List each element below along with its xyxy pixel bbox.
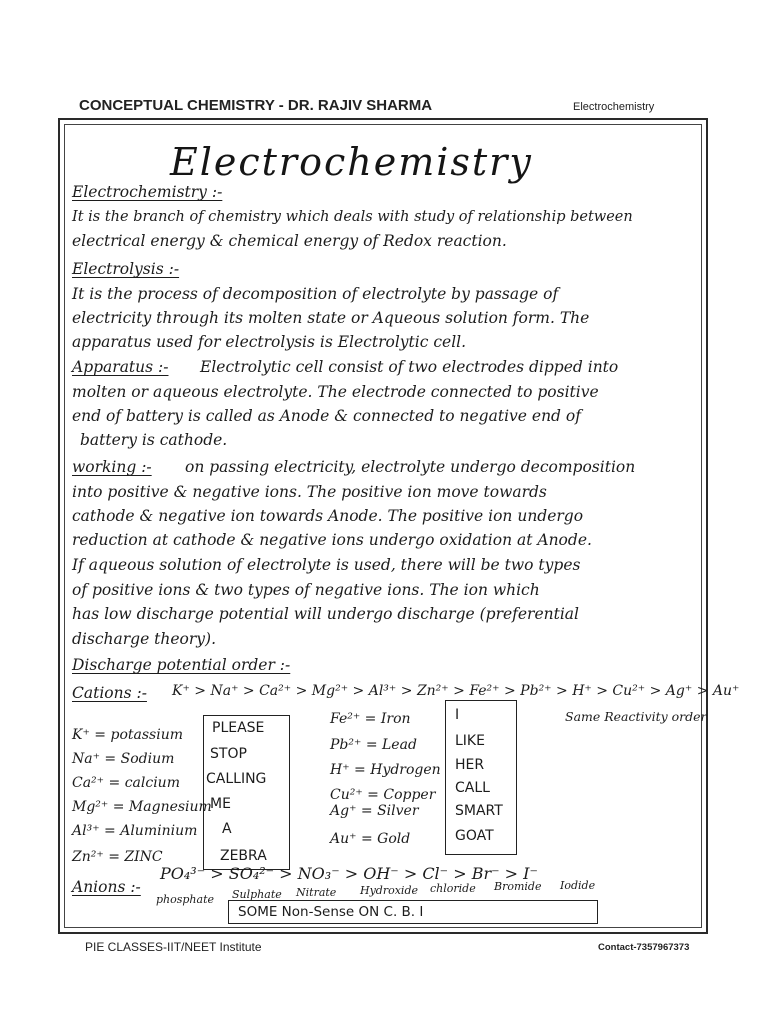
text-line: electrical energy & chemical energy of Redox reaction. <box>72 232 507 250</box>
text-line: battery is cathode. <box>80 431 228 449</box>
mnemonic-word: CALLING <box>206 771 267 787</box>
mnemonic-word: I <box>455 707 460 723</box>
heading-electrochemistry: Electrochemistry :- <box>72 183 223 201</box>
text-line: discharge theory). <box>72 630 217 648</box>
text-line: molten or aqueous electrolyte. The electrode connected to positive <box>72 383 599 401</box>
reactivity-note: Same Reactivity order <box>565 709 707 724</box>
cation-name: Zn²⁺ = ZINC <box>72 849 163 865</box>
cation-name: Ag⁺ = Silver <box>330 803 419 819</box>
anions-order: PO₄³⁻ > SO₄²⁻ > NO₃⁻ > OH⁻ > Cl⁻ > Br⁻ > I⁻ <box>160 864 538 883</box>
heading-working: working :- <box>72 458 152 476</box>
text-line: electricity through its molten state or Aqueous solution form. The <box>72 309 590 327</box>
mnemonic-word: LIKE <box>455 733 485 749</box>
text-line: apparatus used for electrolysis is Electrolytic cell. <box>72 333 467 351</box>
cation-name: Pb²⁺ = Lead <box>330 737 417 753</box>
mnemonic-box-left <box>203 715 290 870</box>
text-line: cathode & negative ion towards Anode. The positive ion undergo <box>72 507 584 525</box>
anion-mnemonic: SOME Non-Sense ON C. B. I <box>238 904 424 920</box>
heading-electrolysis: Electrolysis :- <box>72 260 180 278</box>
text-line: of positive ions & two types of negative ions. The ion which <box>72 581 540 599</box>
mnemonic-word: A <box>222 821 232 837</box>
cation-name: Mg²⁺ = Magnesium <box>72 799 212 815</box>
text-line: Electrolytic cell consist of two electrodes dipped into <box>200 358 619 376</box>
cation-name: Cu²⁺ = Copper <box>330 787 436 803</box>
text-line: It is the branch of chemistry which deals with study of relationship between <box>72 209 633 225</box>
anion-name: Iodide <box>560 879 596 892</box>
anion-name: phosphate <box>156 893 215 906</box>
text-line: end of battery is called as Anode & connected to negative end of <box>72 407 581 425</box>
mnemonic-word: ME <box>210 796 231 812</box>
cation-name: Ca²⁺ = calcium <box>72 775 180 791</box>
heading-apparatus: Apparatus :- <box>72 358 169 376</box>
cation-name: Na⁺ = Sodium <box>72 751 175 767</box>
text-line: If aqueous solution of electrolyte is used, there will be two types <box>72 556 581 574</box>
mnemonic-word: GOAT <box>455 828 494 844</box>
text-line: into positive & negative ions. The positive ion move towards <box>72 483 547 501</box>
page-title: Electrochemistry <box>170 140 533 184</box>
cation-name: H⁺ = Hydrogen <box>330 762 441 778</box>
cation-name: Fe²⁺ = Iron <box>330 711 411 727</box>
text-line: on passing electricity, electrolyte undergo decomposition <box>185 458 636 476</box>
mnemonic-word: PLEASE <box>212 720 265 736</box>
mnemonic-word: ZEBRA <box>220 848 267 864</box>
cation-name: Al³⁺ = Aluminium <box>72 823 198 839</box>
header-title: CONCEPTUAL CHEMISTRY - DR. RAJIV SHARMA <box>79 97 433 114</box>
heading-discharge-order: Discharge potential order :- <box>72 656 291 674</box>
text-line: reduction at cathode & negative ions undergo oxidation at Anode. <box>72 531 592 549</box>
text-line: It is the process of decomposition of electrolyte by passage of <box>72 285 559 303</box>
cations-order: K⁺ > Na⁺ > Ca²⁺ > Mg²⁺ > Al³⁺ > Zn²⁺ > Fe²⁺ > Pb²⁺ > H⁺ > Cu²⁺ > Ag⁺ > Au⁺ <box>172 683 740 699</box>
cations-label: Cations :- <box>72 684 147 702</box>
anion-name: Hydroxide <box>360 884 419 897</box>
anion-name: Nitrate <box>296 886 337 899</box>
anion-name: Sulphate <box>232 888 282 901</box>
anion-name: Bromide <box>494 880 542 893</box>
mnemonic-word: STOP <box>210 746 247 762</box>
mnemonic-word: CALL <box>455 780 490 796</box>
mnemonic-word: SMART <box>455 803 503 819</box>
text-line: has low discharge potential will undergo discharge (preferential <box>72 605 580 623</box>
header-chapter: Electrochemistry <box>573 101 655 113</box>
cation-name: Au⁺ = Gold <box>330 831 411 847</box>
footer-institute: PIE CLASSES-IIT/NEET Institute <box>85 940 262 954</box>
cation-name: K⁺ = potassium <box>72 727 183 743</box>
footer-contact: Contact-7357967373 <box>598 942 690 953</box>
mnemonic-word: HER <box>455 757 485 773</box>
anion-name: chloride <box>430 882 476 895</box>
anions-label: Anions :- <box>72 878 141 896</box>
